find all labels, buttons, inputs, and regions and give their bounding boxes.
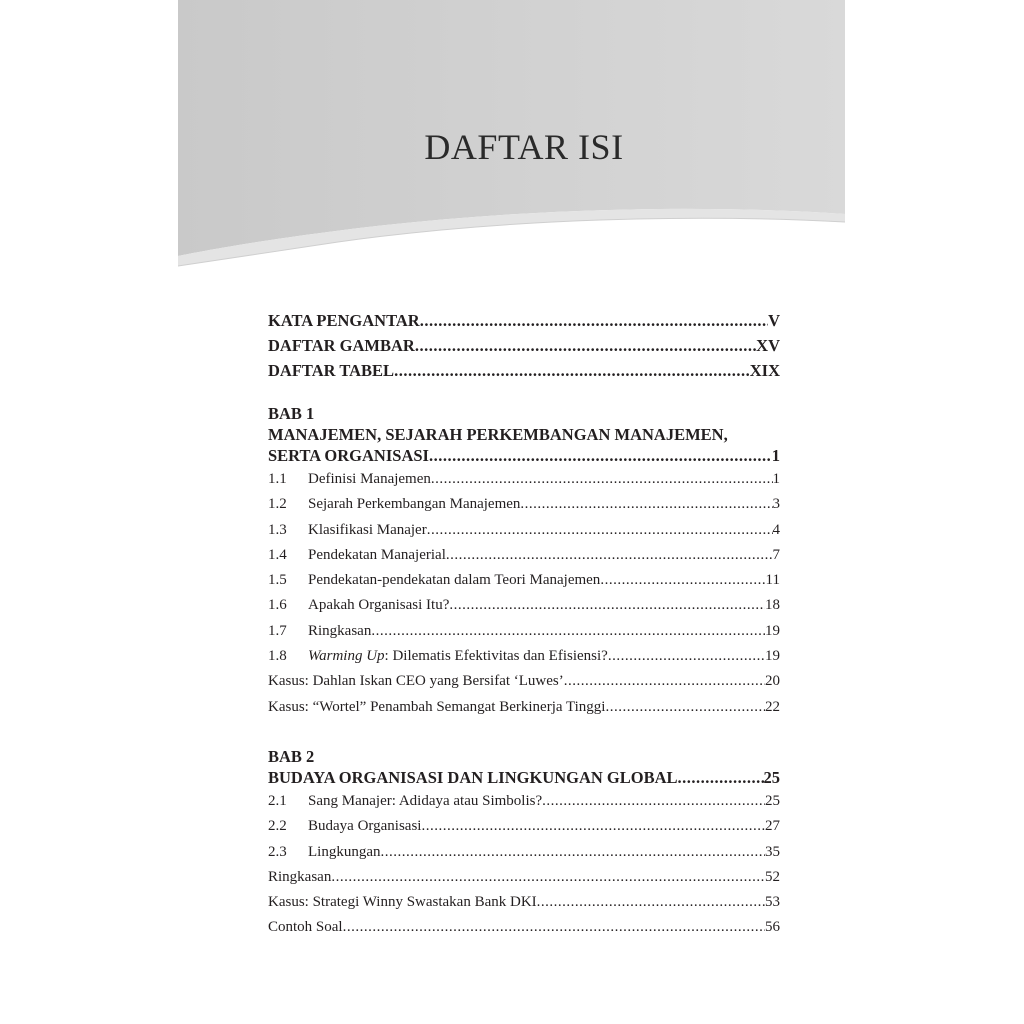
chapter-label: BAB 1 xyxy=(268,404,315,423)
toc-entry-section[interactable]: 1.2 Sejarah Perkembangan Manajemen ..... 3 xyxy=(268,492,780,517)
toc-entry-section[interactable]: 1.7 Ringkasan ..... 19 xyxy=(268,619,780,644)
toc-entry-case[interactable]: Kasus: Strategi Winny Swastakan Bank DKI ..... 53 xyxy=(268,890,780,915)
front-matter xyxy=(268,308,780,383)
toc-entry-section[interactable]: 1.1 Definisi Manajemen ..... 1 xyxy=(268,467,780,492)
toc-entry-daftar-tabel[interactable]: DAFTAR TABEL ..... XIX xyxy=(268,358,780,383)
toc-entry-example[interactable]: Contoh Soal ..... 56 xyxy=(268,915,780,940)
toc-entry-section[interactable]: 1.4 Pendekatan Manajerial ..... 7 xyxy=(268,543,780,568)
toc-entry-section[interactable]: 1.5 Pendekatan-pendekatan dalam Teori Manajemen ..... 11 xyxy=(268,568,780,593)
toc-entry-section[interactable]: 2.3 Lingkungan ..... 35 xyxy=(268,840,780,865)
chapter-2 xyxy=(268,746,780,941)
toc-entry-summary[interactable]: Ringkasan ..... 52 xyxy=(268,865,780,890)
toc-entry-section[interactable]: 2.2 Budaya Organisasi ..... 27 xyxy=(268,814,780,839)
toc-entry-case[interactable]: Kasus: Dahlan Iskan CEO yang Bersifat ‘Luwes’ ..... 20 xyxy=(268,669,780,694)
book-page xyxy=(178,0,845,1024)
toc-entry-chapter-1[interactable]: SERTA ORGANISASI ..... 1 xyxy=(268,445,780,467)
table-of-contents xyxy=(268,308,780,941)
toc-entry-case[interactable]: Kasus: “Wortel” Penambah Semangat Berkinerja Tinggi ..... 22 xyxy=(268,695,780,720)
toc-entry-section[interactable]: 1.8 Warming Up: Dilematis Efektivitas dan Efisiensi? ..... 19 xyxy=(268,644,780,669)
toc-entry-section[interactable]: 1.3 Klasifikasi Manajer ..... 4 xyxy=(268,518,780,543)
chapter-title: MANAJEMEN, SEJARAH PERKEMBANGAN MANAJEMEN, xyxy=(268,425,728,444)
toc-entry-section[interactable]: 1.6 Apakah Organisasi Itu? ..... 18 xyxy=(268,593,780,618)
toc-entry-kata-pengantar[interactable]: KATA PENGANTAR ..... V xyxy=(268,308,780,333)
page-title: DAFTAR ISI xyxy=(424,127,624,167)
chapter-label: BAB 2 xyxy=(268,746,315,766)
toc-entry-section[interactable]: 2.1 Sang Manajer: Adidaya atau Simbolis? ..... 25 xyxy=(268,789,780,814)
chapter-1 xyxy=(268,403,780,720)
toc-entry-daftar-gambar[interactable]: DAFTAR GAMBAR ..... XV xyxy=(268,333,780,358)
toc-entry-chapter-2[interactable]: BUDAYA ORGANISASI DAN LINGKUNGAN GLOBAL ..... 25 xyxy=(268,767,780,789)
